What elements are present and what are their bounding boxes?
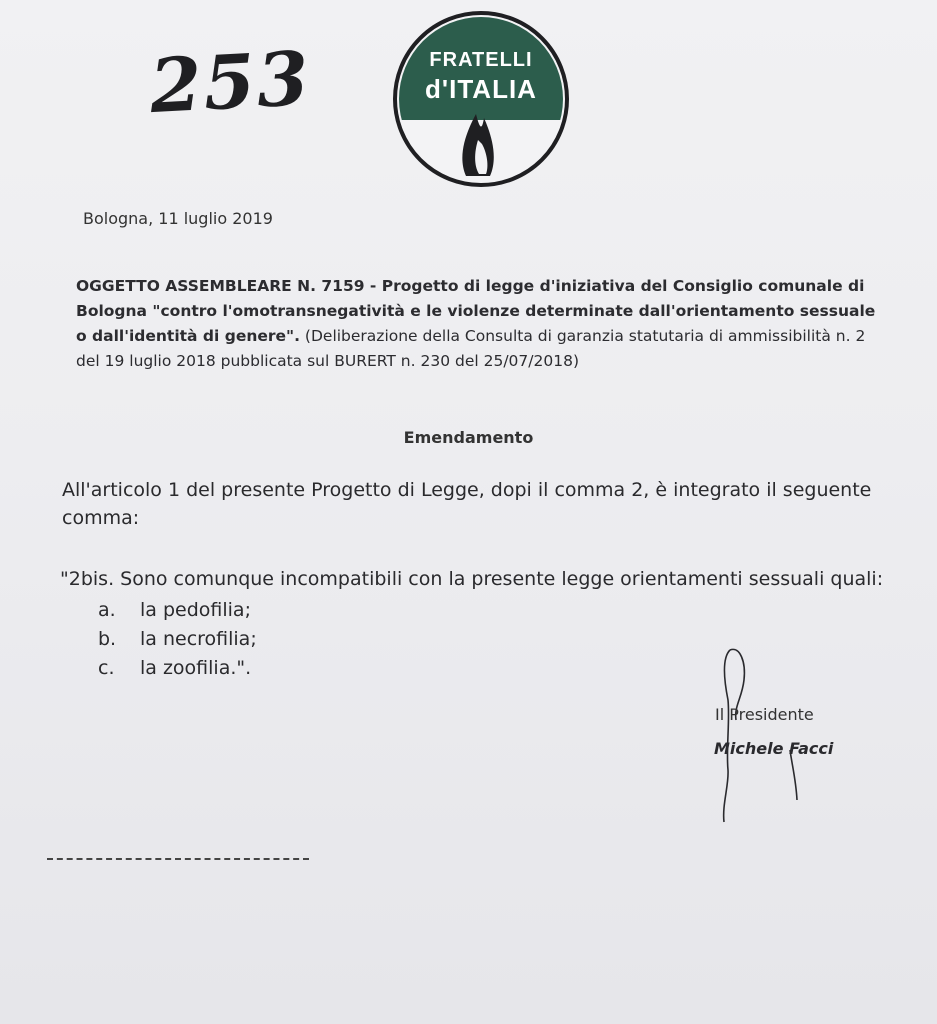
logo-text-line2: d'ITALIA bbox=[425, 74, 537, 104]
quote-intro: "2bis. Sono comunque incompatibili con la presente legge orientamenti sessuali quali: bbox=[60, 568, 884, 590]
list-letter: c. bbox=[98, 657, 115, 679]
amendment-paragraph: All'articolo 1 del presente Progetto di Legge, dopi il comma 2, è integrato il seguente comma: bbox=[62, 479, 872, 529]
logo-text-line1: FRATELLI bbox=[429, 49, 533, 71]
list-text: la necrofilia; bbox=[140, 628, 257, 650]
signatory-title: Il Presidente bbox=[715, 705, 814, 724]
dashed-divider bbox=[47, 858, 309, 860]
amendment-heading: Emendamento bbox=[403, 428, 534, 447]
list-text: la pedofilia; bbox=[140, 599, 251, 621]
list-text: la zoofilia.". bbox=[140, 657, 252, 679]
handwritten-signature bbox=[700, 640, 820, 830]
list-letter: b. bbox=[98, 628, 117, 650]
list-letter: a. bbox=[98, 599, 116, 621]
subject-title: OGGETTO ASSEMBLEARE N. 7159 - Progetto di legge d'iniziativa del Consiglio comunale di Bologna "contro l'omotransnegatività e le violenze determinate dall'orientamento sessuale o dall'identità di genere". bbox=[76, 277, 876, 345]
document-date: Bologna, 11 luglio 2019 bbox=[83, 209, 273, 228]
list-item bbox=[98, 596, 920, 625]
subject-block bbox=[76, 274, 876, 374]
party-logo bbox=[386, 8, 576, 190]
subject-details: (Deliberazione della Consulta di garanzia statutaria di ammissibilità n. 2 del 19 luglio 2018 pubblicata sul BURERT n. 230 del 25/07/2018) bbox=[76, 327, 866, 370]
handwritten-number: 253 bbox=[147, 35, 313, 131]
signatory-name: Michele Facci bbox=[714, 739, 834, 758]
